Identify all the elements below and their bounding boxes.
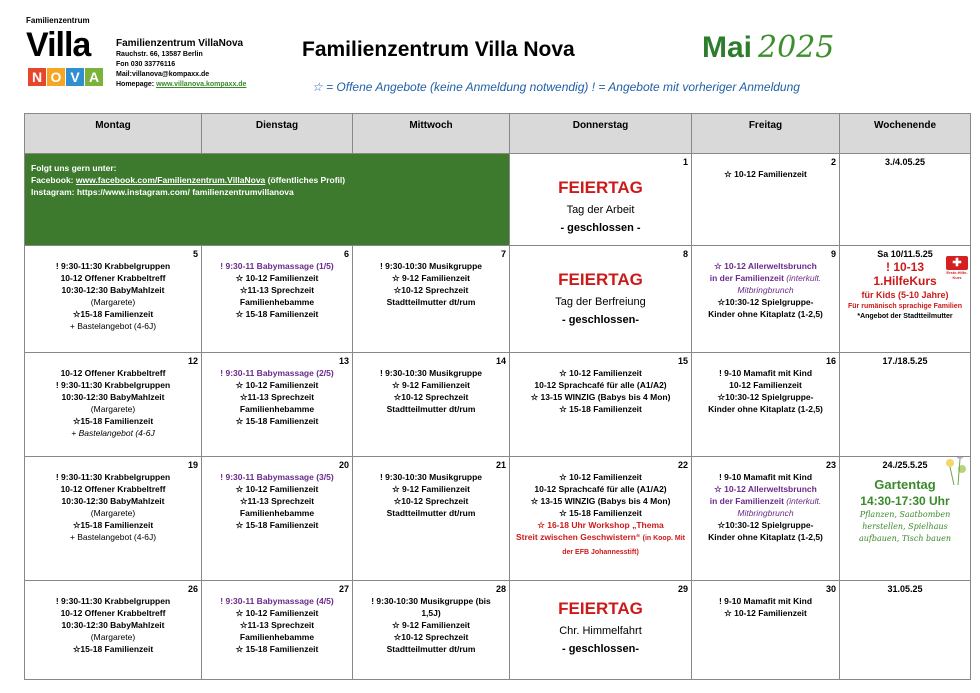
- first-aid-badge-label: Erste-Hilfe-Kurs: [946, 270, 968, 280]
- event: 1.HilfeKurs: [873, 274, 937, 288]
- event: ☆ 10-12 Familienzeit: [235, 608, 319, 618]
- day-number: 21: [495, 460, 506, 470]
- event: 10-12 Sprachcafé für alle (A1/A2): [534, 380, 667, 390]
- event: (Margarete): [90, 632, 136, 642]
- logo-nova-letter: N: [28, 68, 46, 86]
- day-number: 14: [495, 356, 506, 366]
- holiday-name: Chr. Himmelfahrt: [559, 625, 642, 637]
- first-aid-kit-icon: ✚ Erste-Hilfe-Kurs: [946, 256, 968, 270]
- week-row: [25, 581, 971, 680]
- event: Stadtteilmutter dt/rum: [386, 508, 476, 518]
- day-number: 6: [343, 249, 349, 259]
- day-number: 26: [187, 584, 198, 594]
- event: ! 9:30-11:30 Krabbelgruppen: [55, 261, 171, 271]
- event: (Margarete): [90, 508, 136, 518]
- event-time: 14:30-17:30 Uhr: [860, 494, 950, 508]
- event: 10-12 Offener Krabbeltreff: [60, 368, 166, 378]
- year: 2025: [758, 30, 835, 65]
- event: Familienhebamme: [239, 508, 315, 518]
- day-number: 23: [825, 460, 836, 470]
- week-row: [25, 246, 971, 353]
- logo: [26, 16, 106, 90]
- logo-top-text: Familienzentrum: [26, 16, 90, 25]
- event: für Kids (5-10 Jahre): [861, 290, 949, 300]
- event: ☆ 15-18 Familienzeit: [235, 520, 319, 530]
- column-header: Wochenende: [840, 114, 971, 154]
- day-number: 28: [495, 584, 506, 594]
- day-cell: [25, 353, 202, 457]
- weekend-date: 17./18.5.25: [882, 356, 928, 366]
- event: + Bastelangebot (4-6J): [69, 321, 157, 331]
- facebook-line: [31, 174, 503, 186]
- day-number: 1: [682, 157, 688, 167]
- event: ! 9:30-11 Babymassage (3/5): [220, 472, 334, 482]
- holiday-closed: - geschlossen -: [560, 222, 641, 234]
- social-media-info: [25, 154, 510, 246]
- weekend-cell: [840, 154, 971, 246]
- event: ☆ 10-12 Familienzeit: [559, 472, 642, 482]
- holiday-name: Tag der Arbeit: [566, 204, 635, 216]
- event: ☆ 10-12 Allerweltsbrunch: [714, 261, 817, 271]
- day-number: 30: [825, 584, 836, 594]
- day-cell: [510, 246, 692, 353]
- event: 10:30-12:30 BabyMahlzeit: [61, 496, 165, 506]
- logo-nova-letter: A: [85, 68, 103, 86]
- event: 10-12 Offener Krabbeltreff: [60, 273, 166, 283]
- event: ☆11-13 Sprechzeit: [239, 392, 315, 402]
- event: Stadtteilmutter dt/rum: [386, 404, 476, 414]
- day-number: 13: [338, 356, 349, 366]
- event-note: *Angebot der Stadtteilmutter: [857, 313, 953, 320]
- event: ☆10-12 Sprechzeit: [393, 496, 469, 506]
- event: ☆11-13 Sprechzeit: [239, 285, 315, 295]
- day-number: 29: [677, 584, 688, 594]
- workshop-event: Streit zwischen Geschwistern“ (in Koop. Mit der EFB Johannesstift): [516, 532, 685, 556]
- event: Familienhebamme: [239, 632, 315, 642]
- logo-nova-letter: V: [66, 68, 84, 86]
- event: ☆ 10-12 Familienzeit: [235, 273, 319, 283]
- event: ☆ 10-12 Familienzeit: [559, 368, 642, 378]
- weekend-cell: [840, 457, 971, 581]
- event: Stadtteilmutter dt/rum: [386, 644, 476, 654]
- event: ☆15-18 Familienzeit: [72, 309, 154, 319]
- event: ☆ 15-18 Familienzeit: [559, 404, 642, 414]
- day-number: 16: [825, 356, 836, 366]
- event: Mitbringbrunch: [737, 508, 794, 518]
- event: ☆10:30-12 Spielgruppe-: [717, 520, 814, 530]
- event: ☆10-12 Sprechzeit: [393, 285, 469, 295]
- event: 10-12 Familienzeit: [729, 380, 802, 390]
- day-cell: [202, 353, 353, 457]
- day-cell: [692, 581, 840, 680]
- day-cell: [510, 154, 692, 246]
- day-cell: [25, 581, 202, 680]
- event: 10:30-12:30 BabyMahlzeit: [61, 285, 165, 295]
- event: ! 9:30-11:30 Krabbelgruppen: [55, 472, 171, 482]
- weekend-cell: [840, 246, 971, 353]
- event: ☆ 10-12 Allerweltsbrunch: [714, 484, 817, 494]
- event: ! 9:30-11 Babymassage (1/5): [220, 261, 334, 271]
- day-cell: [510, 581, 692, 680]
- event: Kinder ohne Kitaplatz (1-2,5): [708, 404, 823, 414]
- week-row: [25, 353, 971, 457]
- day-cell: [353, 246, 510, 353]
- event: 10-12 Offener Krabbeltreff: [60, 608, 166, 618]
- event: ☆10-12 Sprechzeit: [393, 392, 469, 402]
- homepage-label: Homepage:: [116, 81, 157, 88]
- calendar-table: [24, 113, 971, 680]
- weekend-date: 24./25.5.25: [882, 460, 928, 470]
- event: + Bastelangebot (4-6J: [71, 428, 155, 438]
- flowers-icon: [940, 457, 970, 488]
- logo-nova-letter: O: [47, 68, 65, 86]
- event: ☆ 10-12 Familienzeit: [724, 169, 807, 179]
- facebook-suffix: (öffentliches Profil): [265, 175, 346, 185]
- day-number: 12: [187, 356, 198, 366]
- phone: Fon 030 33776116: [116, 61, 176, 68]
- legend: ☆ = Offene Angebote (keine Anmeldung notwendig) ! = Angebote mit vorheriger Anmeldung: [312, 80, 800, 94]
- day-cell: [25, 457, 202, 581]
- month-title: [702, 30, 834, 65]
- event: ☆ 10-12 Familienzeit: [235, 380, 319, 390]
- event: ☆ 10-12 Familienzeit: [235, 484, 319, 494]
- event: ☆15-18 Familienzeit: [72, 520, 154, 530]
- event: ! 10-13: [885, 260, 925, 274]
- event: ☆ 9-12 Familienzeit: [391, 484, 470, 494]
- event: Für rumänisch sprachige Familien: [848, 303, 962, 310]
- event: ☆ 13-15 WINZIG (Babys bis 4 Mon): [530, 392, 671, 402]
- calendar-header-row: [25, 114, 971, 154]
- event-description: herstellen, Spielhaus: [862, 522, 948, 531]
- event: ! 9-10 Mamafit mit Kind: [718, 368, 813, 378]
- holiday-title: FEIERTAG: [558, 599, 643, 618]
- day-cell: [202, 457, 353, 581]
- event: ☆11-13 Sprechzeit: [239, 620, 315, 630]
- address: Rauchstr. 66, 13587 Berlin: [116, 51, 203, 58]
- event: ! 9:30-11:30 Krabbelgruppen: [55, 596, 171, 606]
- event: ! 9-10 Mamafit mit Kind: [718, 472, 813, 482]
- day-number: 20: [338, 460, 349, 470]
- contact-block: [116, 38, 246, 90]
- holiday-closed: - geschlossen-: [561, 643, 640, 655]
- event: ☆ 10-12 Familienzeit: [724, 608, 807, 618]
- event: ☆ 15-18 Familienzeit: [235, 416, 319, 426]
- holiday-title: FEIERTAG: [558, 178, 643, 197]
- day-cell: [353, 353, 510, 457]
- day-number: 19: [187, 460, 198, 470]
- event: ! 9:30-10:30 Musikgruppe: [379, 472, 483, 482]
- event: Kinder ohne Kitaplatz (1-2,5): [708, 532, 823, 542]
- day-cell: [692, 457, 840, 581]
- week-row: [25, 154, 971, 246]
- day-number: 8: [682, 249, 688, 259]
- event: ☆11-13 Sprechzeit: [239, 496, 315, 506]
- event: ! 9:30-10:30 Musikgruppe (bis: [371, 596, 491, 606]
- weekend-cell: [840, 353, 971, 457]
- event: Familienhebamme: [239, 297, 315, 307]
- facebook-link[interactable]: www.facebook.com/Familienzentrum.VillaNova: [75, 175, 266, 185]
- event: + Bastelangebot (4-6J): [69, 532, 157, 542]
- event: Familienhebamme: [239, 404, 315, 414]
- facebook-label: Facebook:: [31, 175, 76, 185]
- event: ! 9:30-11 Babymassage (4/5): [220, 596, 334, 606]
- event: ☆ 15-18 Familienzeit: [559, 508, 642, 518]
- event: Kinder ohne Kitaplatz (1-2,5): [708, 309, 823, 319]
- day-number: 7: [500, 249, 506, 259]
- holiday-name: Tag der Berfreiung: [555, 296, 646, 308]
- event: 10:30-12:30 BabyMahlzeit: [61, 392, 165, 402]
- day-cell: [353, 457, 510, 581]
- weekend-date: 31.05.25: [887, 584, 923, 594]
- logo-nova: [28, 68, 103, 86]
- event: in der Familienzeit (interkult.: [709, 273, 822, 283]
- column-header: Mittwoch: [353, 114, 510, 154]
- column-header: Dienstag: [202, 114, 353, 154]
- instagram-line: Instagram: https://www.instagram.com/ familienzentrumvillanova: [31, 187, 294, 197]
- event-description: Pflanzen, Saatbomben: [859, 510, 951, 519]
- event: ☆ 13-15 WINZIG (Babys bis 4 Mon): [530, 496, 671, 506]
- holiday-title: FEIERTAG: [558, 270, 643, 289]
- event: ☆10:30-12 Spielgruppe-: [717, 297, 814, 307]
- weekend-cell: [840, 581, 971, 680]
- mail: Mail:villanova@kompaxx.de: [116, 71, 210, 78]
- event: ☆15-18 Familienzeit: [72, 644, 154, 654]
- day-number: 22: [677, 460, 688, 470]
- day-cell: [510, 457, 692, 581]
- week-row: [25, 457, 971, 581]
- day-number: 15: [677, 356, 688, 366]
- day-cell: [202, 246, 353, 353]
- day-number: 27: [338, 584, 349, 594]
- day-cell: [510, 353, 692, 457]
- homepage-link[interactable]: www.villanova.kompaxx.de: [156, 81, 247, 88]
- weekend-date: Sa 10/11.5.25: [877, 249, 933, 259]
- event: (Margarete): [90, 404, 136, 414]
- day-number: 2: [830, 157, 836, 167]
- event-description: aufbauen, Tisch bauen: [858, 534, 951, 543]
- workshop-event: ☆ 16-18 Uhr Workshop „Thema: [537, 520, 664, 530]
- event: Stadtteilmutter dt/rum: [386, 297, 476, 307]
- column-header: Donnerstag: [510, 114, 692, 154]
- day-cell: [692, 246, 840, 353]
- event: 1,5J): [421, 608, 441, 618]
- logo-villa-text: Villa: [26, 26, 91, 64]
- day-cell: [692, 154, 840, 246]
- event: ! 9:30-11:30 Krabbelgruppen: [55, 380, 171, 390]
- column-header: Freitag: [692, 114, 840, 154]
- event: ! 9:30-11 Babymassage (2/5): [220, 368, 334, 378]
- day-cell: [25, 246, 202, 353]
- day-number: 5: [192, 249, 198, 259]
- day-cell: [353, 581, 510, 680]
- weekend-date: 3./4.05.25: [884, 157, 926, 167]
- event: 10:30-12:30 BabyMahlzeit: [61, 620, 165, 630]
- event: Mitbringbrunch: [737, 285, 794, 295]
- day-number: 9: [830, 249, 836, 259]
- day-cell: [692, 353, 840, 457]
- holiday-closed: - geschlossen-: [561, 314, 640, 326]
- contact-title: Familienzentrum VillaNova: [116, 38, 244, 49]
- event: ! 9:30-10:30 Musikgruppe: [379, 261, 483, 271]
- event: ☆10-12 Sprechzeit: [393, 632, 469, 642]
- event-title: Gartentag: [874, 477, 936, 492]
- social-intro: Folgt uns gern unter:: [31, 163, 117, 173]
- event: ☆10:30-12 Spielgruppe-: [717, 392, 814, 402]
- event: (Margarete): [90, 297, 136, 307]
- month-name: Mai: [702, 31, 753, 64]
- event: ! 9:30-10:30 Musikgruppe: [379, 368, 483, 378]
- event: ☆ 15-18 Familienzeit: [235, 644, 319, 654]
- homepage: [116, 80, 246, 90]
- event: 10-12 Offener Krabbeltreff: [60, 484, 166, 494]
- event: ☆15-18 Familienzeit: [72, 416, 154, 426]
- column-header: Montag: [25, 114, 202, 154]
- event: 10-12 Sprachcafé für alle (A1/A2): [534, 484, 667, 494]
- day-cell: [202, 581, 353, 680]
- event: ☆ 9-12 Familienzeit: [391, 620, 470, 630]
- event: ☆ 9-12 Familienzeit: [391, 273, 470, 283]
- event: ! 9-10 Mamafit mit Kind: [718, 596, 813, 606]
- event: in der Familienzeit (interkult.: [709, 496, 822, 506]
- event: ☆ 15-18 Familienzeit: [235, 309, 319, 319]
- event: ☆ 9-12 Familienzeit: [391, 380, 470, 390]
- page-title: Familienzentrum Villa Nova: [302, 38, 575, 61]
